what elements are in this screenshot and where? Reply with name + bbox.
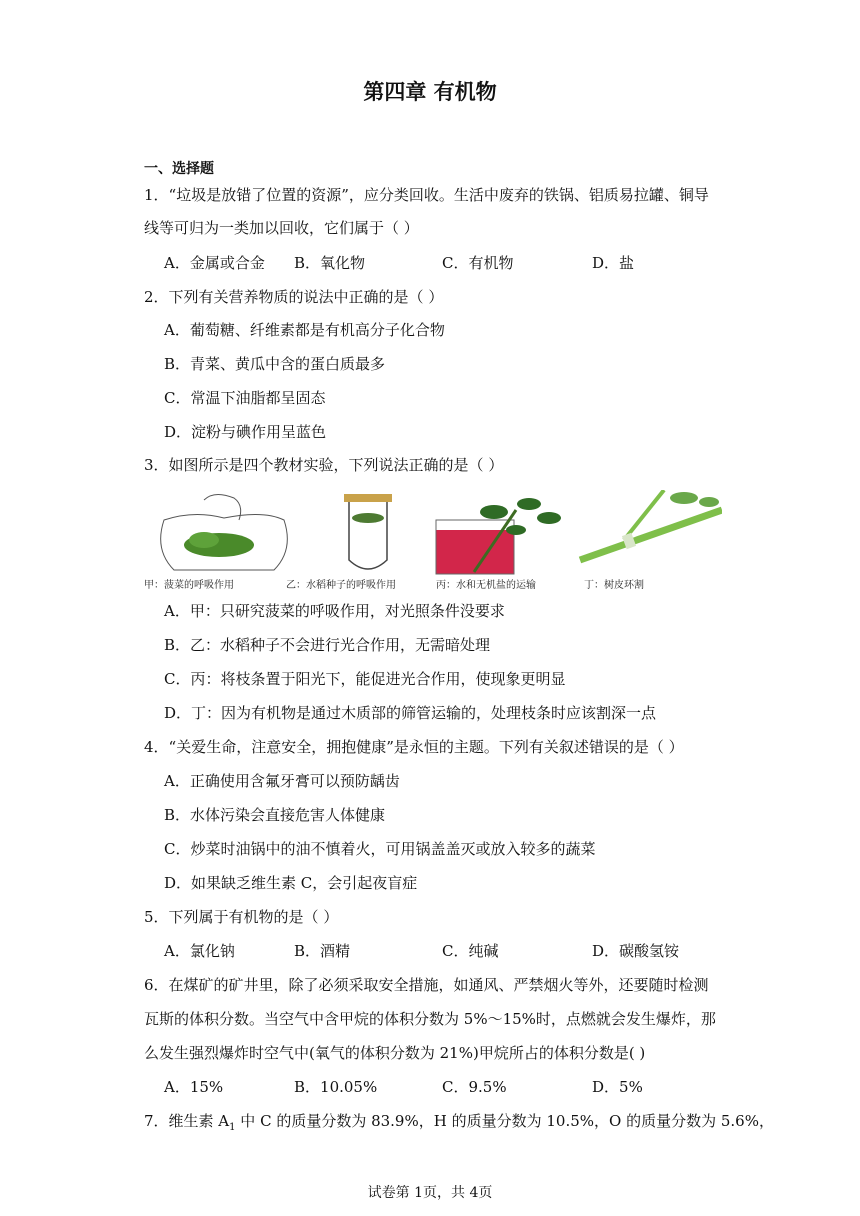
q3-option-b: B．乙：水稻种子不会进行光合作用，无需暗处理: [164, 636, 491, 654]
q7-stem-pre: 7．维生素 A: [144, 1112, 230, 1130]
q5-stem: 5．下列属于有机物的是（ ）: [144, 908, 339, 926]
q1-option-a: A．金属或合金: [164, 254, 265, 272]
q2-option-b: B．青菜、黄瓜中含的蛋白质最多: [164, 355, 386, 373]
q1-option-b: B．氧化物: [294, 254, 366, 272]
q6-stem-line2: 瓦斯的体积分数。当空气中含甲烷的体积分数为 5%～15%时，点燃就会发生爆炸，那: [144, 1010, 716, 1028]
q6-stem-line1: 6．在煤矿的矿井里，除了必须采取安全措施，如通风、严禁烟火等外，还要随时检测: [144, 976, 709, 994]
q3-option-d: D．丁：因为有机物是通过木质部的筛管运输的，处理枝条时应该割深一点: [164, 704, 657, 722]
q4-option-b: B．水体污染会直接危害人体健康: [164, 806, 386, 824]
q2-option-d: D．淀粉与碘作用呈蓝色: [164, 423, 327, 441]
q1-stem-line2: 线等可归为一类加以回收，它们属于（ ）: [144, 219, 419, 237]
q1-option-c: C．有机物: [442, 254, 514, 272]
q6-option-b: B．10.05%: [294, 1078, 378, 1096]
q6-option-c: C．9.5%: [442, 1078, 507, 1096]
q3-option-c: C．丙：将枝条置于阳光下，能促进光合作用，使现象更明显: [164, 670, 566, 688]
caption-bing: 丙：水和无机盐的运输: [436, 580, 536, 591]
seed-tube-illustration: [344, 494, 392, 569]
q6-stem-line3: 么发生强烈爆炸时空气中(氧气的体积分数为 21%)甲烷所占的体积分数是( ): [144, 1044, 646, 1062]
q7-stem-post: 中 C 的质量分数为 83.9%，H 的质量分数为 10.5%，O 的质量分数为 5.6%，: [235, 1112, 774, 1130]
q6-option-a: A．15%: [164, 1078, 224, 1096]
q3-experiment-figure: [144, 490, 722, 590]
caption-jia: 甲：菠菜的呼吸作用: [144, 580, 234, 591]
q2-stem: 2．下列有关营养物质的说法中正确的是（ ）: [144, 288, 444, 306]
q5-option-b: B．酒精: [294, 942, 351, 960]
q5-option-c: C．纯碱: [442, 942, 499, 960]
spinach-bag-illustration: [161, 494, 288, 570]
section-heading: 一、选择题: [144, 161, 214, 177]
q1-stem-line1: 1．“垃圾是放错了位置的资源”，应分类回收。生活中废弃的铁锅、铝质易拉罐、铜导: [144, 186, 709, 204]
q4-stem: 4．“关爱生命，注意安全，拥抱健康”是永恒的主题。下列有关叙述错误的是（ ）: [144, 738, 684, 756]
beaker-illustration: [436, 498, 561, 574]
q3-stem: 3．如图所示是四个教材实验，下列说法正确的是（ ）: [144, 456, 504, 474]
q4-option-d: D．如果缺乏维生素 C，会引起夜盲症: [164, 874, 418, 892]
branch-illustration: [580, 490, 722, 560]
caption-yi: 乙：水稻种子的呼吸作用: [286, 580, 396, 591]
page-title: 第四章 有机物: [363, 80, 497, 104]
q2-option-a: A．葡萄糖、纤维素都是有机高分子化合物: [164, 321, 445, 339]
q5-option-d: D．碳酸氢铵: [592, 942, 680, 960]
q4-option-a: A．正确使用含氟牙膏可以预防龋齿: [164, 772, 400, 790]
q5-option-a: A．氯化钠: [164, 942, 235, 960]
q6-option-d: D．5%: [592, 1078, 643, 1096]
q1-option-d: D．盐: [592, 254, 635, 272]
q4-option-c: C．炒菜时油锅中的油不慎着火，可用锅盖盖灭或放入较多的蔬菜: [164, 840, 596, 858]
page-footer: 试卷第 1页，共 4页: [367, 1185, 493, 1201]
q2-option-c: C．常温下油脂都呈固态: [164, 389, 326, 407]
q7-stem-sub: 1: [229, 1122, 236, 1133]
q7-stem: [144, 1111, 774, 1138]
q3-option-a: A．甲：只研究菠菜的呼吸作用，对光照条件没要求: [164, 602, 505, 620]
caption-ding: 丁：树皮环割: [584, 580, 644, 591]
experiment-illustrations: [144, 490, 722, 576]
